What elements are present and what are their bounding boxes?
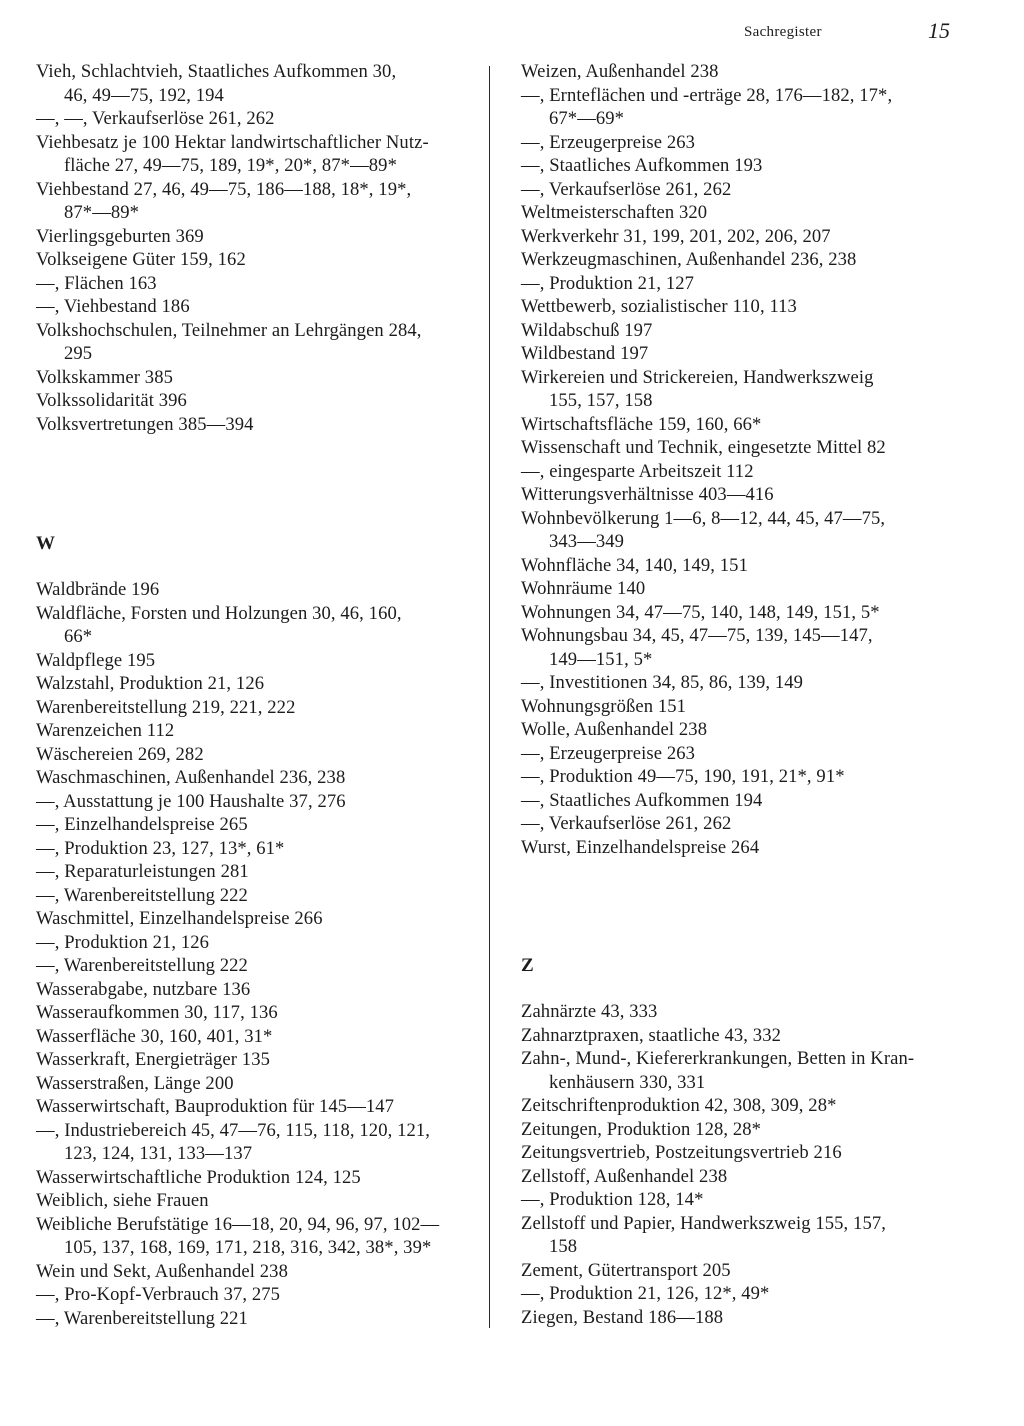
index-entry: Ziegen, Bestand 186—188 bbox=[521, 1306, 724, 1328]
index-entry: —, Reparaturleistungen 281 bbox=[36, 861, 249, 882]
index-entry: —, Viehbestand 186 bbox=[36, 296, 190, 317]
index-entry: Wasserstraßen, Länge 200 bbox=[36, 1072, 234, 1094]
index-entry: Wirtschaftsfläche 159, 160, 66* bbox=[521, 413, 762, 435]
index-entry: —, Ausstattung je 100 Haushalte 37, 276 bbox=[36, 790, 346, 812]
column-divider bbox=[489, 66, 490, 1328]
index-entry: Wissenschaft und Technik, eingesetzte Mittel 82 bbox=[521, 437, 886, 458]
index-entry-continuation: 105, 137, 168, 169, 171, 218, 316, 342, 38*, 39* bbox=[64, 1237, 432, 1258]
index-entry: —, Verkaufserlöse 261, 262 bbox=[521, 178, 732, 200]
index-entry: —, Industriebereich 45, 47—76, 115, 118, 120, 121, bbox=[36, 1119, 431, 1141]
index-entry: —, Produktion 21, 126, 12*, 49* bbox=[521, 1283, 770, 1304]
index-entry: —, Produktion 23, 127, 13*, 61* bbox=[36, 837, 285, 859]
index-entry: Zement, Gütertransport 205 bbox=[521, 1259, 731, 1281]
page-header bbox=[0, 18, 1024, 48]
index-entry: —, Erzeugerpreise 263 bbox=[521, 742, 696, 764]
index-entry: Walzstahl, Produktion 21, 126 bbox=[36, 673, 265, 694]
index-entry: Wohnungen 34, 47—75, 140, 148, 149, 151, 5* bbox=[521, 601, 880, 623]
index-entry: —, Ernteflächen und -erträge 28, 176—182, 17*, bbox=[521, 84, 893, 106]
index-entry: Warenzeichen 112 bbox=[36, 720, 175, 741]
index-entry: —, Warenbereitstellung 222 bbox=[36, 955, 248, 976]
index-entry: Wasserabgabe, nutzbare 136 bbox=[36, 978, 251, 1000]
index-entry: Volkshochschulen, Teilnehmer an Lehrgängen 284, bbox=[36, 319, 422, 341]
index-entry: Wirkereien und Strickereien, Handwerkszweig bbox=[521, 366, 874, 388]
index-entry: Warenbereitstellung 219, 221, 222 bbox=[36, 696, 296, 718]
index-entry: Zellstoff, Außenhandel 238 bbox=[521, 1165, 728, 1187]
index-entry-continuation: 295 bbox=[64, 343, 93, 364]
index-entry: Wäschereien 269, 282 bbox=[36, 743, 204, 765]
index-entry-continuation: 158 bbox=[549, 1236, 578, 1257]
index-entry: Wasserfläche 30, 160, 401, 31* bbox=[36, 1025, 273, 1047]
index-entry: Waldbrände 196 bbox=[36, 579, 160, 600]
index-entry: Werkzeugmaschinen, Außenhandel 236, 238 bbox=[521, 249, 857, 270]
index-entry: Weiblich, siehe Frauen bbox=[36, 1190, 209, 1211]
page-number: 15 bbox=[928, 18, 950, 43]
index-entry-continuation: 87*—89* bbox=[64, 202, 140, 223]
index-entry: Witterungsverhältnisse 403—416 bbox=[521, 484, 774, 505]
index-entry: —, Staatliches Aufkommen 194 bbox=[521, 789, 763, 811]
index-entry: —, Staatliches Aufkommen 193 bbox=[521, 155, 763, 176]
index-entry: Wurst, Einzelhandelspreise 264 bbox=[521, 836, 760, 858]
index-entry-continuation: 67*—69* bbox=[549, 108, 625, 129]
index-entry: Waschmaschinen, Außenhandel 236, 238 bbox=[36, 767, 346, 788]
index-entry: —, Erzeugerpreise 263 bbox=[521, 131, 696, 153]
index-entry: Zahnarztpraxen, staatliche 43, 332 bbox=[521, 1024, 781, 1046]
index-entry: Werkverkehr 31, 199, 201, 202, 206, 207 bbox=[521, 225, 831, 247]
index-entry: —, Flächen 163 bbox=[36, 272, 157, 294]
running-head: Sachregister bbox=[744, 24, 822, 40]
index-entry: Vieh, Schlachtvieh, Staatliches Aufkommen 30, bbox=[36, 61, 397, 82]
index-entry-continuation: 155, 157, 158 bbox=[549, 390, 653, 411]
index-entry: —, Investitionen 34, 85, 86, 139, 149 bbox=[521, 672, 804, 693]
index-entry: —, Verkaufserlöse 261, 262 bbox=[521, 813, 732, 834]
index-entry: —, Warenbereitstellung 222 bbox=[36, 884, 248, 906]
index-entry: Zeitungen, Produktion 128, 28* bbox=[521, 1118, 762, 1140]
section-letter: W bbox=[36, 533, 55, 554]
index-entry: Weizen, Außenhandel 238 bbox=[521, 61, 719, 82]
index-entry: —, Einzelhandelspreise 265 bbox=[36, 814, 248, 835]
index-entry: Volkskammer 385 bbox=[36, 366, 173, 388]
index-entry: Zellstoff und Papier, Handwerkszweig 155, 157, bbox=[521, 1212, 886, 1234]
index-entry: Zeitungsvertrieb, Postzeitungsvertrieb 216 bbox=[521, 1142, 842, 1163]
index-entry: Viehbesatz je 100 Hektar landwirtschaftlicher Nutz- bbox=[36, 131, 429, 153]
index-entry: Wasseraufkommen 30, 117, 136 bbox=[36, 1002, 278, 1023]
index-entry: Wohnungsgrößen 151 bbox=[521, 695, 687, 717]
section-letter: Z bbox=[521, 955, 534, 976]
index-entry: Wein und Sekt, Außenhandel 238 bbox=[36, 1260, 288, 1282]
index-entry: Viehbestand 27, 46, 49—75, 186—188, 18*, 19*, bbox=[36, 178, 412, 200]
index-entry: Weibliche Berufstätige 16—18, 20, 94, 96, 97, 102— bbox=[36, 1213, 440, 1235]
index-entry: Wohnräume 140 bbox=[521, 578, 646, 599]
index-entry: Vierlingsgeburten 369 bbox=[36, 225, 204, 247]
index-entry: Wildabschuß 197 bbox=[521, 319, 653, 341]
index-entry-continuation: 66* bbox=[64, 626, 93, 647]
index-entry: Waschmittel, Einzelhandelspreise 266 bbox=[36, 908, 323, 929]
index-entry-continuation: 46, 49—75, 192, 194 bbox=[64, 84, 224, 106]
index-entry: Waldfläche, Forsten und Holzungen 30, 46, 160, bbox=[36, 602, 402, 624]
index-entry: —, Produktion 49—75, 190, 191, 21*, 91* bbox=[521, 766, 845, 787]
index-entry: —, Produktion 128, 14* bbox=[521, 1189, 704, 1210]
index-entry: —, Produktion 21, 127 bbox=[521, 272, 695, 294]
index-entry: Zahn-, Mund-, Kiefererkrankungen, Betten in Kran- bbox=[521, 1048, 915, 1069]
index-entry: —, Pro-Kopf-Verbrauch 37, 275 bbox=[36, 1284, 281, 1305]
index-entry: Volkseigene Güter 159, 162 bbox=[36, 249, 246, 270]
index-entry: Volkssolidarität 396 bbox=[36, 390, 187, 411]
index-entry: Wildbestand 197 bbox=[521, 343, 649, 364]
index-entry: Zahnärzte 43, 333 bbox=[521, 1001, 658, 1022]
index-entry: Wasserkraft, Energieträger 135 bbox=[36, 1049, 270, 1070]
index-entry: Wasserwirtschaftliche Produktion 124, 125 bbox=[36, 1166, 361, 1188]
index-entry-continuation: kenhäusern 330, 331 bbox=[549, 1071, 706, 1093]
index-entry: Wolle, Außenhandel 238 bbox=[521, 719, 708, 740]
index-entry: Wettbewerb, sozialistischer 110, 113 bbox=[521, 296, 797, 317]
index-entry: Zeitschriftenproduktion 42, 308, 309, 28* bbox=[521, 1095, 837, 1116]
index-entry: Volksvertretungen 385—394 bbox=[36, 413, 254, 435]
index-entry: Wohnfläche 34, 140, 149, 151 bbox=[521, 554, 748, 576]
index-entry: —, Warenbereitstellung 221 bbox=[36, 1307, 248, 1329]
index-entry: Wasserwirtschaft, Bauproduktion für 145—147 bbox=[36, 1096, 395, 1117]
index-entry: —, eingesparte Arbeitszeit 112 bbox=[521, 460, 754, 482]
index-entry-continuation: 343—349 bbox=[549, 531, 625, 552]
index-entry: —, Produktion 21, 126 bbox=[36, 931, 210, 953]
index-entry: Weltmeisterschaften 320 bbox=[521, 202, 708, 223]
index-entry-continuation: fläche 27, 49—75, 189, 19*, 20*, 87*—89* bbox=[64, 155, 397, 176]
index-entry-continuation: 123, 124, 131, 133—137 bbox=[64, 1143, 253, 1164]
index-entry: Waldpflege 195 bbox=[36, 649, 156, 671]
index-entry: —, —, Verkaufserlöse 261, 262 bbox=[36, 108, 275, 129]
index-entry: Wohnungsbau 34, 45, 47—75, 139, 145—147, bbox=[521, 625, 873, 646]
index-entry-continuation: 149—151, 5* bbox=[549, 648, 653, 670]
index-entry: Wohnbevölkerung 1—6, 8—12, 44, 45, 47—75, bbox=[521, 507, 886, 529]
